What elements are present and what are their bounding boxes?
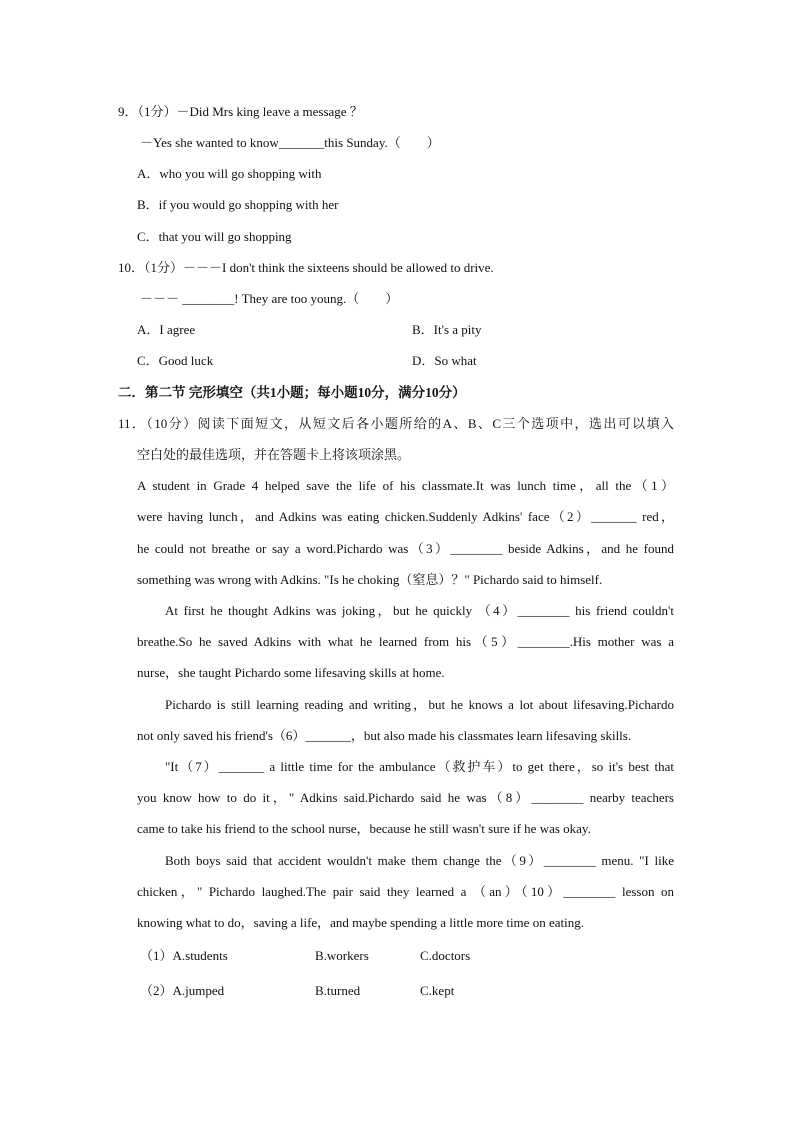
section-heading: 二．第二节 完形填空（共1小题；每小题10分，满分10分） bbox=[118, 385, 466, 400]
passage-line: Both boys said that accident wouldn't make them change the（9）________ menu. "I like bbox=[165, 853, 674, 868]
passage-line: you know how to do it，" Adkins said.Pichardo said he was（8）________ nearby teachers bbox=[137, 790, 674, 805]
q11-intro-line1: 11．（10分）阅读下面短文，从短文后各小题所给的A、B、C三个选项中，选出可以填入 bbox=[118, 416, 674, 431]
passage-line: he could not breathe or say a word.Pichardo was（3）________ beside Adkins，and he found bbox=[137, 541, 674, 556]
passage-line: came to take his friend to the school nurse，because he still wasn't sure if he was okay. bbox=[137, 821, 591, 836]
q10-option-c: C．Good luck bbox=[137, 353, 214, 368]
passage-line: "It（7）_______ a little time for the ambulance（救护车）to get there，so it's best that bbox=[165, 759, 674, 774]
q9-option-b: B．if you would go shopping with her bbox=[137, 197, 339, 212]
choice-1-b: B.workers bbox=[315, 948, 369, 963]
q9-option-a: A．who you will go shopping with bbox=[137, 166, 322, 181]
choice-1-a: （1）A.students bbox=[140, 948, 228, 963]
passage-line: knowing what to do，saving a life，and maybe spending a little more time on eating. bbox=[137, 915, 584, 930]
choice-2-c: C.kept bbox=[420, 983, 455, 998]
passage-line: At first he thought Adkins was joking，but he quickly （4）________ his friend couldn't bbox=[165, 603, 674, 618]
passage-line: not only saved his friend's（6）_______，but also made his classmates learn lifesaving skills. bbox=[137, 728, 632, 743]
passage-line: nurse，she taught Pichardo some lifesaving skills at home. bbox=[137, 665, 445, 680]
passage-line: something was wrong with Adkins. "Is he choking（窒息）？" Pichardo said to himself. bbox=[137, 572, 603, 587]
q10-line2: －－－ ________! They are too young.（ ） bbox=[140, 291, 399, 306]
q9-option-c: C．that you will go shopping bbox=[137, 229, 292, 244]
passage-line: Pichardo is still learning reading and writing，but he knows a lot about lifesaving.Pichardo bbox=[165, 697, 674, 712]
q10-stem: 10．（1分）－－－I don't think the sixteens should be allowed to drive. bbox=[118, 260, 494, 275]
choice-2-a: （2）A.jumped bbox=[140, 983, 225, 998]
passage-line: chicken，" Pichardo laughed.The pair said they learned a （an）（10）________ lesson on bbox=[137, 884, 674, 899]
q11-intro-line2: 空白处的最佳选项，并在答题卡上将该项涂黑。 bbox=[137, 447, 411, 462]
choice-1-c: C.doctors bbox=[420, 948, 471, 963]
passage-line: breathe.So he saved Adkins with what he learned from his（5）________.His mother was a bbox=[137, 634, 674, 649]
passage-line: were having lunch，and Adkins was eating chicken.Suddenly Adkins' face（2）_______ red， bbox=[137, 509, 674, 524]
passage-line: A student in Grade 4 helped save the life of his classmate.It was lunch time，all the（1） bbox=[137, 478, 674, 493]
q9-stem: 9．（1分）－Did Mrs king leave a message ？ bbox=[118, 104, 363, 119]
q10-option-d: D．So what bbox=[412, 353, 477, 368]
choice-2-b: B.turned bbox=[315, 983, 361, 998]
q10-option-b: B．It's a pity bbox=[412, 322, 482, 337]
q10-option-a: A．I agree bbox=[137, 322, 196, 337]
q9-line2: －Yes she wanted to know_______this Sunday.（ ） bbox=[140, 135, 440, 150]
